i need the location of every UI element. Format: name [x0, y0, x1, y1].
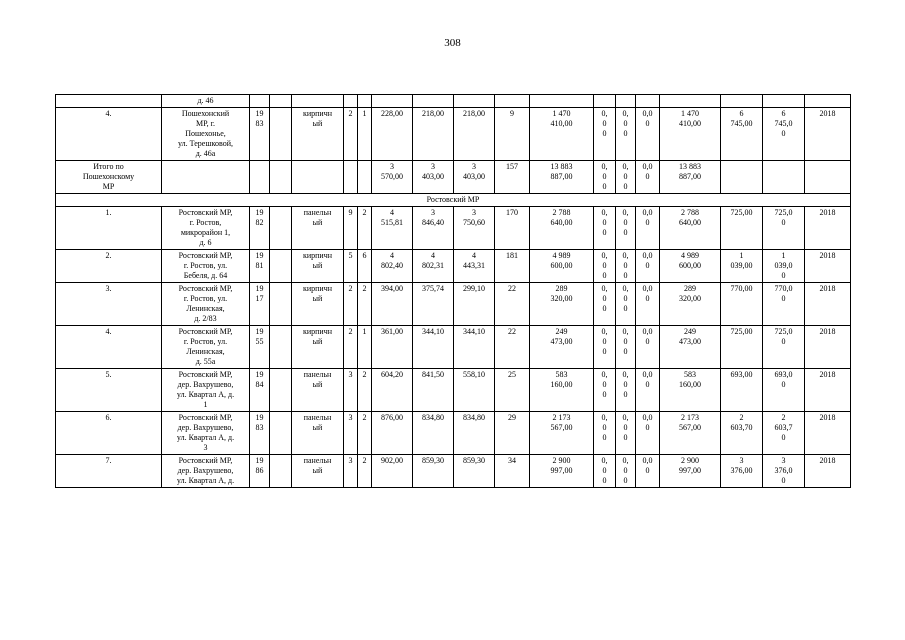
table-cell: 0, 0 0: [594, 326, 616, 369]
table-cell: 2 900 997,00: [660, 455, 721, 488]
table-cell: 0,0 0: [636, 369, 660, 412]
table-cell: 583 160,00: [660, 369, 721, 412]
table-cell: [721, 95, 763, 108]
table-cell: 5: [344, 250, 358, 283]
table-cell: 3 403,00: [413, 161, 454, 194]
table-cell: 693,00: [721, 369, 763, 412]
table-cell: 2 173 567,00: [530, 412, 594, 455]
table-cell: 218,00: [413, 108, 454, 161]
table-cell: 22: [495, 326, 530, 369]
table-cell: 2018: [805, 326, 851, 369]
table-cell: 25: [495, 369, 530, 412]
table-cell: 604,20: [372, 369, 413, 412]
table-cell: [763, 161, 805, 194]
table-cell: 2: [344, 283, 358, 326]
table-cell: 0,0 0: [636, 161, 660, 194]
table-cell: 170: [495, 207, 530, 250]
table-cell: 3 846,40: [413, 207, 454, 250]
table-cell: кирпичн ый: [292, 108, 344, 161]
table-cell: [270, 108, 292, 161]
table-cell: Ростовский МР, дер. Вахрушево, ул. Квартал А, д. 3: [162, 412, 250, 455]
table-cell: 725,0 0: [763, 326, 805, 369]
table-cell: 0, 0 0: [594, 283, 616, 326]
table-row: [56, 108, 851, 161]
table-cell: 6.: [56, 412, 162, 455]
table-cell: 0, 0 0: [594, 108, 616, 161]
table-cell: 2018: [805, 369, 851, 412]
table-cell: 0, 0 0: [594, 412, 616, 455]
table-cell: 2: [344, 326, 358, 369]
table-rows-before: [56, 95, 851, 194]
table-cell: Ростовский МР, дер. Вахрушево, ул. Квартал А, д.: [162, 455, 250, 488]
table-cell: 2 788 640,00: [530, 207, 594, 250]
table-cell: 3 570,00: [372, 161, 413, 194]
table-cell: 289 320,00: [660, 283, 721, 326]
table-cell: 218,00: [454, 108, 495, 161]
table-cell: 2 900 997,00: [530, 455, 594, 488]
table-cell: 725,00: [721, 207, 763, 250]
table-cell: 583 160,00: [530, 369, 594, 412]
table-row: [56, 412, 851, 455]
table-cell: 770,0 0: [763, 283, 805, 326]
table-cell: 13 883 887,00: [530, 161, 594, 194]
table-cell: 19 55: [250, 326, 270, 369]
table-cell: [56, 95, 162, 108]
table-row: [56, 207, 851, 250]
table-cell: 19 83: [250, 412, 270, 455]
table-cell: Ростовский МР, г. Ростов, микрорайон 1, д. 6: [162, 207, 250, 250]
table-row: [56, 161, 851, 194]
table-cell: 0,0 0: [636, 283, 660, 326]
table-cell: кирпичн ый: [292, 326, 344, 369]
table-cell: 3 750,60: [454, 207, 495, 250]
table-cell: 725,00: [721, 326, 763, 369]
table-cell: 0, 0 0: [616, 250, 636, 283]
table-cell: [660, 95, 721, 108]
table-cell: 1 470 410,00: [660, 108, 721, 161]
table-cell: 2: [358, 283, 372, 326]
table-cell: 0, 0 0: [594, 250, 616, 283]
table-cell: 0,0 0: [636, 412, 660, 455]
table-cell: 361,00: [372, 326, 413, 369]
table-cell: [292, 95, 344, 108]
table-cell: Ростовский МР, г. Ростов, ул. Бебеля, д. 64: [162, 250, 250, 283]
table-cell: 2018: [805, 250, 851, 283]
table-cell: 1 039,00: [721, 250, 763, 283]
table-cell: 19 86: [250, 455, 270, 488]
table-cell: 0, 0 0: [616, 326, 636, 369]
table-row: [56, 369, 851, 412]
table-row: [56, 455, 851, 488]
table-cell: 0, 0 0: [594, 455, 616, 488]
table-cell: панельн ый: [292, 207, 344, 250]
table-cell: [270, 250, 292, 283]
table-cell: 834,80: [413, 412, 454, 455]
table-cell: 859,30: [454, 455, 495, 488]
table-cell: [270, 161, 292, 194]
table-cell: 4 515,81: [372, 207, 413, 250]
district-header: Ростовский МР: [56, 194, 851, 207]
table-cell: [413, 95, 454, 108]
table-cell: 1: [358, 326, 372, 369]
table-cell: кирпичн ый: [292, 250, 344, 283]
table-cell: [636, 95, 660, 108]
table-cell: 22: [495, 283, 530, 326]
table-cell: 7.: [56, 455, 162, 488]
table-cell: 3.: [56, 283, 162, 326]
table-cell: 4 989 600,00: [660, 250, 721, 283]
table-cell: [270, 412, 292, 455]
table-cell: 0, 0 0: [616, 369, 636, 412]
table-cell: 859,30: [413, 455, 454, 488]
district-section: [56, 194, 851, 207]
table-cell: 2 603,7 0: [763, 412, 805, 455]
housing-register-table: [55, 94, 851, 488]
table-cell: 34: [495, 455, 530, 488]
table-cell: Итого по Пошехонскому МР: [56, 161, 162, 194]
table-cell: 29: [495, 412, 530, 455]
table-cell: 3: [344, 455, 358, 488]
table-cell: 375,74: [413, 283, 454, 326]
table-cell: панельн ый: [292, 455, 344, 488]
table-cell: [270, 369, 292, 412]
table-row: [56, 250, 851, 283]
table-cell: 2018: [805, 455, 851, 488]
table-cell: 19 17: [250, 283, 270, 326]
table-cell: 693,0 0: [763, 369, 805, 412]
table-cell: [358, 95, 372, 108]
table-cell: [594, 95, 616, 108]
table-cell: [805, 161, 851, 194]
table-row: [56, 283, 851, 326]
table-cell: [270, 283, 292, 326]
table-cell: 19 82: [250, 207, 270, 250]
page-number: 308: [444, 37, 461, 49]
table-cell: [372, 95, 413, 108]
table-cell: [805, 95, 851, 108]
table-cell: панельн ый: [292, 369, 344, 412]
table-cell: [763, 95, 805, 108]
table-cell: 249 473,00: [660, 326, 721, 369]
table-cell: 2: [358, 412, 372, 455]
table-cell: [344, 95, 358, 108]
district-header-row: [56, 194, 851, 207]
table-cell: 289 320,00: [530, 283, 594, 326]
table-cell: [270, 455, 292, 488]
table-cell: 344,10: [454, 326, 495, 369]
table-cell: 4 989 600,00: [530, 250, 594, 283]
table-cell: кирпичн ый: [292, 283, 344, 326]
table-cell: 344,10: [413, 326, 454, 369]
table-cell: 157: [495, 161, 530, 194]
table-row: [56, 95, 851, 108]
table-cell: 0, 0 0: [616, 412, 636, 455]
table-cell: 3: [344, 369, 358, 412]
table-cell: [454, 95, 495, 108]
table-cell: 9: [495, 108, 530, 161]
table-cell: [270, 207, 292, 250]
table-cell: 0, 0 0: [616, 283, 636, 326]
table-cell: 2 788 640,00: [660, 207, 721, 250]
table-cell: 2018: [805, 412, 851, 455]
table-rows-after: [56, 207, 851, 488]
table-cell: 4.: [56, 326, 162, 369]
table-cell: 5.: [56, 369, 162, 412]
table-cell: 725,0 0: [763, 207, 805, 250]
table-cell: 19 84: [250, 369, 270, 412]
table-cell: 0,0 0: [636, 455, 660, 488]
table-cell: 0,0 0: [636, 207, 660, 250]
table-cell: 4 802,40: [372, 250, 413, 283]
table-cell: 841,50: [413, 369, 454, 412]
table-row: [56, 326, 851, 369]
table-cell: 0, 0 0: [616, 108, 636, 161]
table-cell: [495, 95, 530, 108]
table-cell: 6: [358, 250, 372, 283]
table-cell: 394,00: [372, 283, 413, 326]
table-cell: [270, 326, 292, 369]
table-cell: [250, 161, 270, 194]
table-cell: 2: [358, 455, 372, 488]
table-cell: 13 883 887,00: [660, 161, 721, 194]
table-cell: [616, 95, 636, 108]
table-cell: 2: [358, 369, 372, 412]
table-cell: 0,0 0: [636, 250, 660, 283]
table-cell: 1: [358, 108, 372, 161]
table-cell: [162, 161, 250, 194]
table-cell: 1 039,0 0: [763, 250, 805, 283]
table-cell: 3 376,0 0: [763, 455, 805, 488]
table-cell: 4.: [56, 108, 162, 161]
table-cell: 876,00: [372, 412, 413, 455]
table-cell: 834,80: [454, 412, 495, 455]
table-cell: Пошехонский МР, г. Пошехонье, ул. Терешковой, д. 46а: [162, 108, 250, 161]
table-cell: панельн ый: [292, 412, 344, 455]
table-cell: 6 745,0 0: [763, 108, 805, 161]
table-cell: 2018: [805, 108, 851, 161]
table-cell: 0,0 0: [636, 108, 660, 161]
table-cell: [358, 161, 372, 194]
table-cell: Ростовский МР, г. Ростов, ул. Ленинская, д. 55а: [162, 326, 250, 369]
table-cell: [292, 161, 344, 194]
table-cell: д. 46: [162, 95, 250, 108]
table-cell: 558,10: [454, 369, 495, 412]
table-cell: 6 745,00: [721, 108, 763, 161]
table-cell: 902,00: [372, 455, 413, 488]
table-cell: 2: [358, 207, 372, 250]
table-cell: 3: [344, 412, 358, 455]
table-cell: 0,0 0: [636, 326, 660, 369]
table-cell: 1 470 410,00: [530, 108, 594, 161]
table-cell: 1.: [56, 207, 162, 250]
table-cell: [250, 95, 270, 108]
table-cell: [530, 95, 594, 108]
table-cell: 0, 0 0: [594, 161, 616, 194]
table-cell: 2.: [56, 250, 162, 283]
table-cell: Ростовский МР, г. Ростов, ул. Ленинская, д. 2/83: [162, 283, 250, 326]
table-cell: 3 403,00: [454, 161, 495, 194]
table-cell: 249 473,00: [530, 326, 594, 369]
table-cell: 0, 0 0: [594, 207, 616, 250]
table-cell: 4 443,31: [454, 250, 495, 283]
table-cell: 0, 0 0: [616, 207, 636, 250]
table-cell: [721, 161, 763, 194]
table-cell: 2: [344, 108, 358, 161]
table-cell: [270, 95, 292, 108]
table-cell: 181: [495, 250, 530, 283]
table-cell: 2018: [805, 283, 851, 326]
table-cell: 2018: [805, 207, 851, 250]
table-cell: 19 83: [250, 108, 270, 161]
table-cell: 0, 0 0: [616, 161, 636, 194]
table-cell: 3 376,00: [721, 455, 763, 488]
table-cell: 2 603,70: [721, 412, 763, 455]
table-cell: [344, 161, 358, 194]
table-cell: 19 81: [250, 250, 270, 283]
table-cell: 0, 0 0: [616, 455, 636, 488]
table-cell: 9: [344, 207, 358, 250]
table-cell: 2 173 567,00: [660, 412, 721, 455]
table-cell: 4 802,31: [413, 250, 454, 283]
table-cell: Ростовский МР, дер. Вахрушево, ул. Квартал А, д. 1: [162, 369, 250, 412]
table-cell: 0, 0 0: [594, 369, 616, 412]
table-cell: 770,00: [721, 283, 763, 326]
table-cell: 299,10: [454, 283, 495, 326]
table-cell: 228,00: [372, 108, 413, 161]
